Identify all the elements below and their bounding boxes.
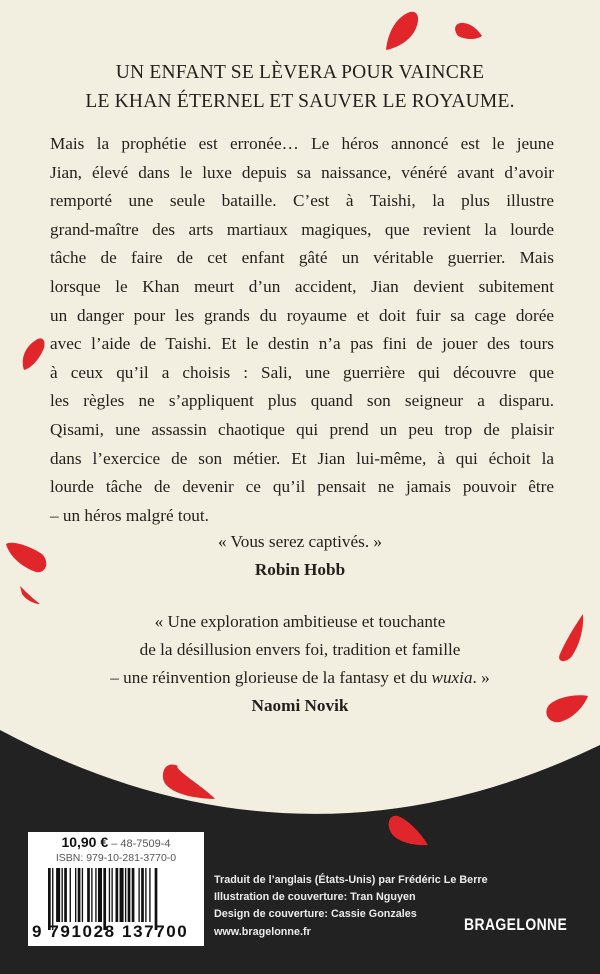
quote-author: Naomi Novik (251, 696, 349, 715)
barcode-bar (78, 868, 81, 922)
synopsis-line: lorsque le Khan meurt d’un accident, Jian devient subitement (50, 276, 554, 296)
tagline (0, 58, 600, 116)
credit-design: Design de couverture: Cassie Gonzales (214, 908, 417, 921)
barcode-bar (87, 868, 90, 922)
publisher-website[interactable]: www.bragelonne.fr (214, 925, 311, 938)
synopsis-line: avec l’aide de Taishi. Et le destin n’a pas fini de jouer des tours (50, 334, 554, 354)
price-line (28, 834, 204, 850)
quote-text-italic: wuxia (431, 668, 473, 687)
barcode-bar (132, 868, 135, 922)
review-quote (0, 608, 600, 720)
credit-illustration: Illustration de couverture: Tran Nguyen (214, 891, 416, 904)
quote-author: Robin Hobb (254, 560, 346, 579)
isbn: ISBN: 979-10-281-3770-0 (55, 852, 177, 864)
barcode-bar (82, 868, 83, 922)
barcode-bar (111, 868, 112, 922)
quote-text-last (0, 664, 600, 692)
price-barcode-box (28, 832, 204, 946)
synopsis-line: dans l’exercice de son métier. Et Jian lui-même, à qui échoit la (50, 448, 554, 468)
synopsis-line: lourde tâche de devenir ce qu’il pensait ne jamais pouvoir être (50, 477, 554, 497)
barcode-bar (138, 868, 139, 922)
credit-translation: Traduit de l’anglais (États-Unis) par Frédéric Le Berre (214, 874, 488, 886)
barcode-bar (52, 868, 53, 930)
synopsis-line: grand-maître des arts martiaux magiques, que revient la lourde (50, 219, 554, 239)
barcode-bar (149, 868, 150, 922)
barcode-bar (103, 868, 106, 930)
barcode-digits: 9 791028 137700 (32, 922, 189, 941)
barcode-bar (128, 868, 131, 922)
synopsis-line: Mais la prophétie est erronée… Le héros annoncé est le jeune (50, 134, 554, 153)
quote-text: « Une exploration ambitieuse et touchante (154, 612, 446, 631)
quote-text-suffix: . » (472, 668, 490, 687)
barcode-bar (155, 868, 158, 930)
quote-text: de la désillusion envers foi, tradition et famille (139, 640, 461, 659)
barcode-bar (64, 868, 67, 922)
synopsis (50, 130, 554, 530)
barcode-bar (70, 868, 71, 922)
barcode-bar (48, 868, 51, 930)
publisher-logo: BRAGELONNE (464, 915, 568, 934)
price: 10,90 € (61, 834, 109, 850)
barcode-bar (98, 868, 102, 922)
quote-text: « Vous serez captivés. » (217, 532, 383, 551)
barcode-bar (145, 868, 146, 922)
barcode-bar (95, 868, 96, 922)
synopsis-line: les règles ne s’appliquent plus quand son seigneur a disparu. (50, 391, 554, 411)
synopsis-line: tâche de faire de cet enfant gâté un véritable guerrier. Mais (50, 248, 554, 268)
tagline-line: UN ENFANT SE LÈVERA POUR VAINCRE (115, 62, 485, 83)
synopsis-line: Jian, élevé dans le luxe depuis sa naissance, vénéré avant d’avoir (50, 162, 554, 182)
barcode-bar (141, 868, 144, 922)
barcode-icon (48, 868, 188, 930)
barcode-bar (56, 868, 60, 922)
synopsis-line: Qisami, une assassin chaotique qui prend un peu trop de plaisir (50, 419, 554, 439)
credits (214, 872, 488, 941)
barcode-bar (116, 868, 119, 922)
synopsis-line: – un héros malgré tout. (50, 505, 209, 525)
tagline-line: LE KHAN ÉTERNEL ET SAUVER LE ROYAUME. (85, 91, 515, 112)
barcode-bar (75, 868, 76, 922)
barcode-bar (62, 868, 63, 922)
barcode-bar (91, 868, 92, 922)
synopsis-line: remporté une seule bataille. C’est à Taishi, la plus illustre (50, 191, 554, 211)
synopsis-line: un danger pour les grands du royaume et doit fuir sa cage dorée (50, 305, 554, 325)
barcode-bar (109, 868, 110, 922)
review-quote (0, 528, 600, 584)
quote-text-prefix: – une réinvention glorieuse de la fantasy et du (110, 668, 432, 687)
product-code: – 48-7509-4 (108, 838, 171, 850)
barcode-bar (125, 868, 126, 922)
barcode-bar (120, 868, 124, 922)
synopsis-line: à ceux qu’il a choisis : Sali, une guerrière qui découvre que (50, 362, 554, 382)
